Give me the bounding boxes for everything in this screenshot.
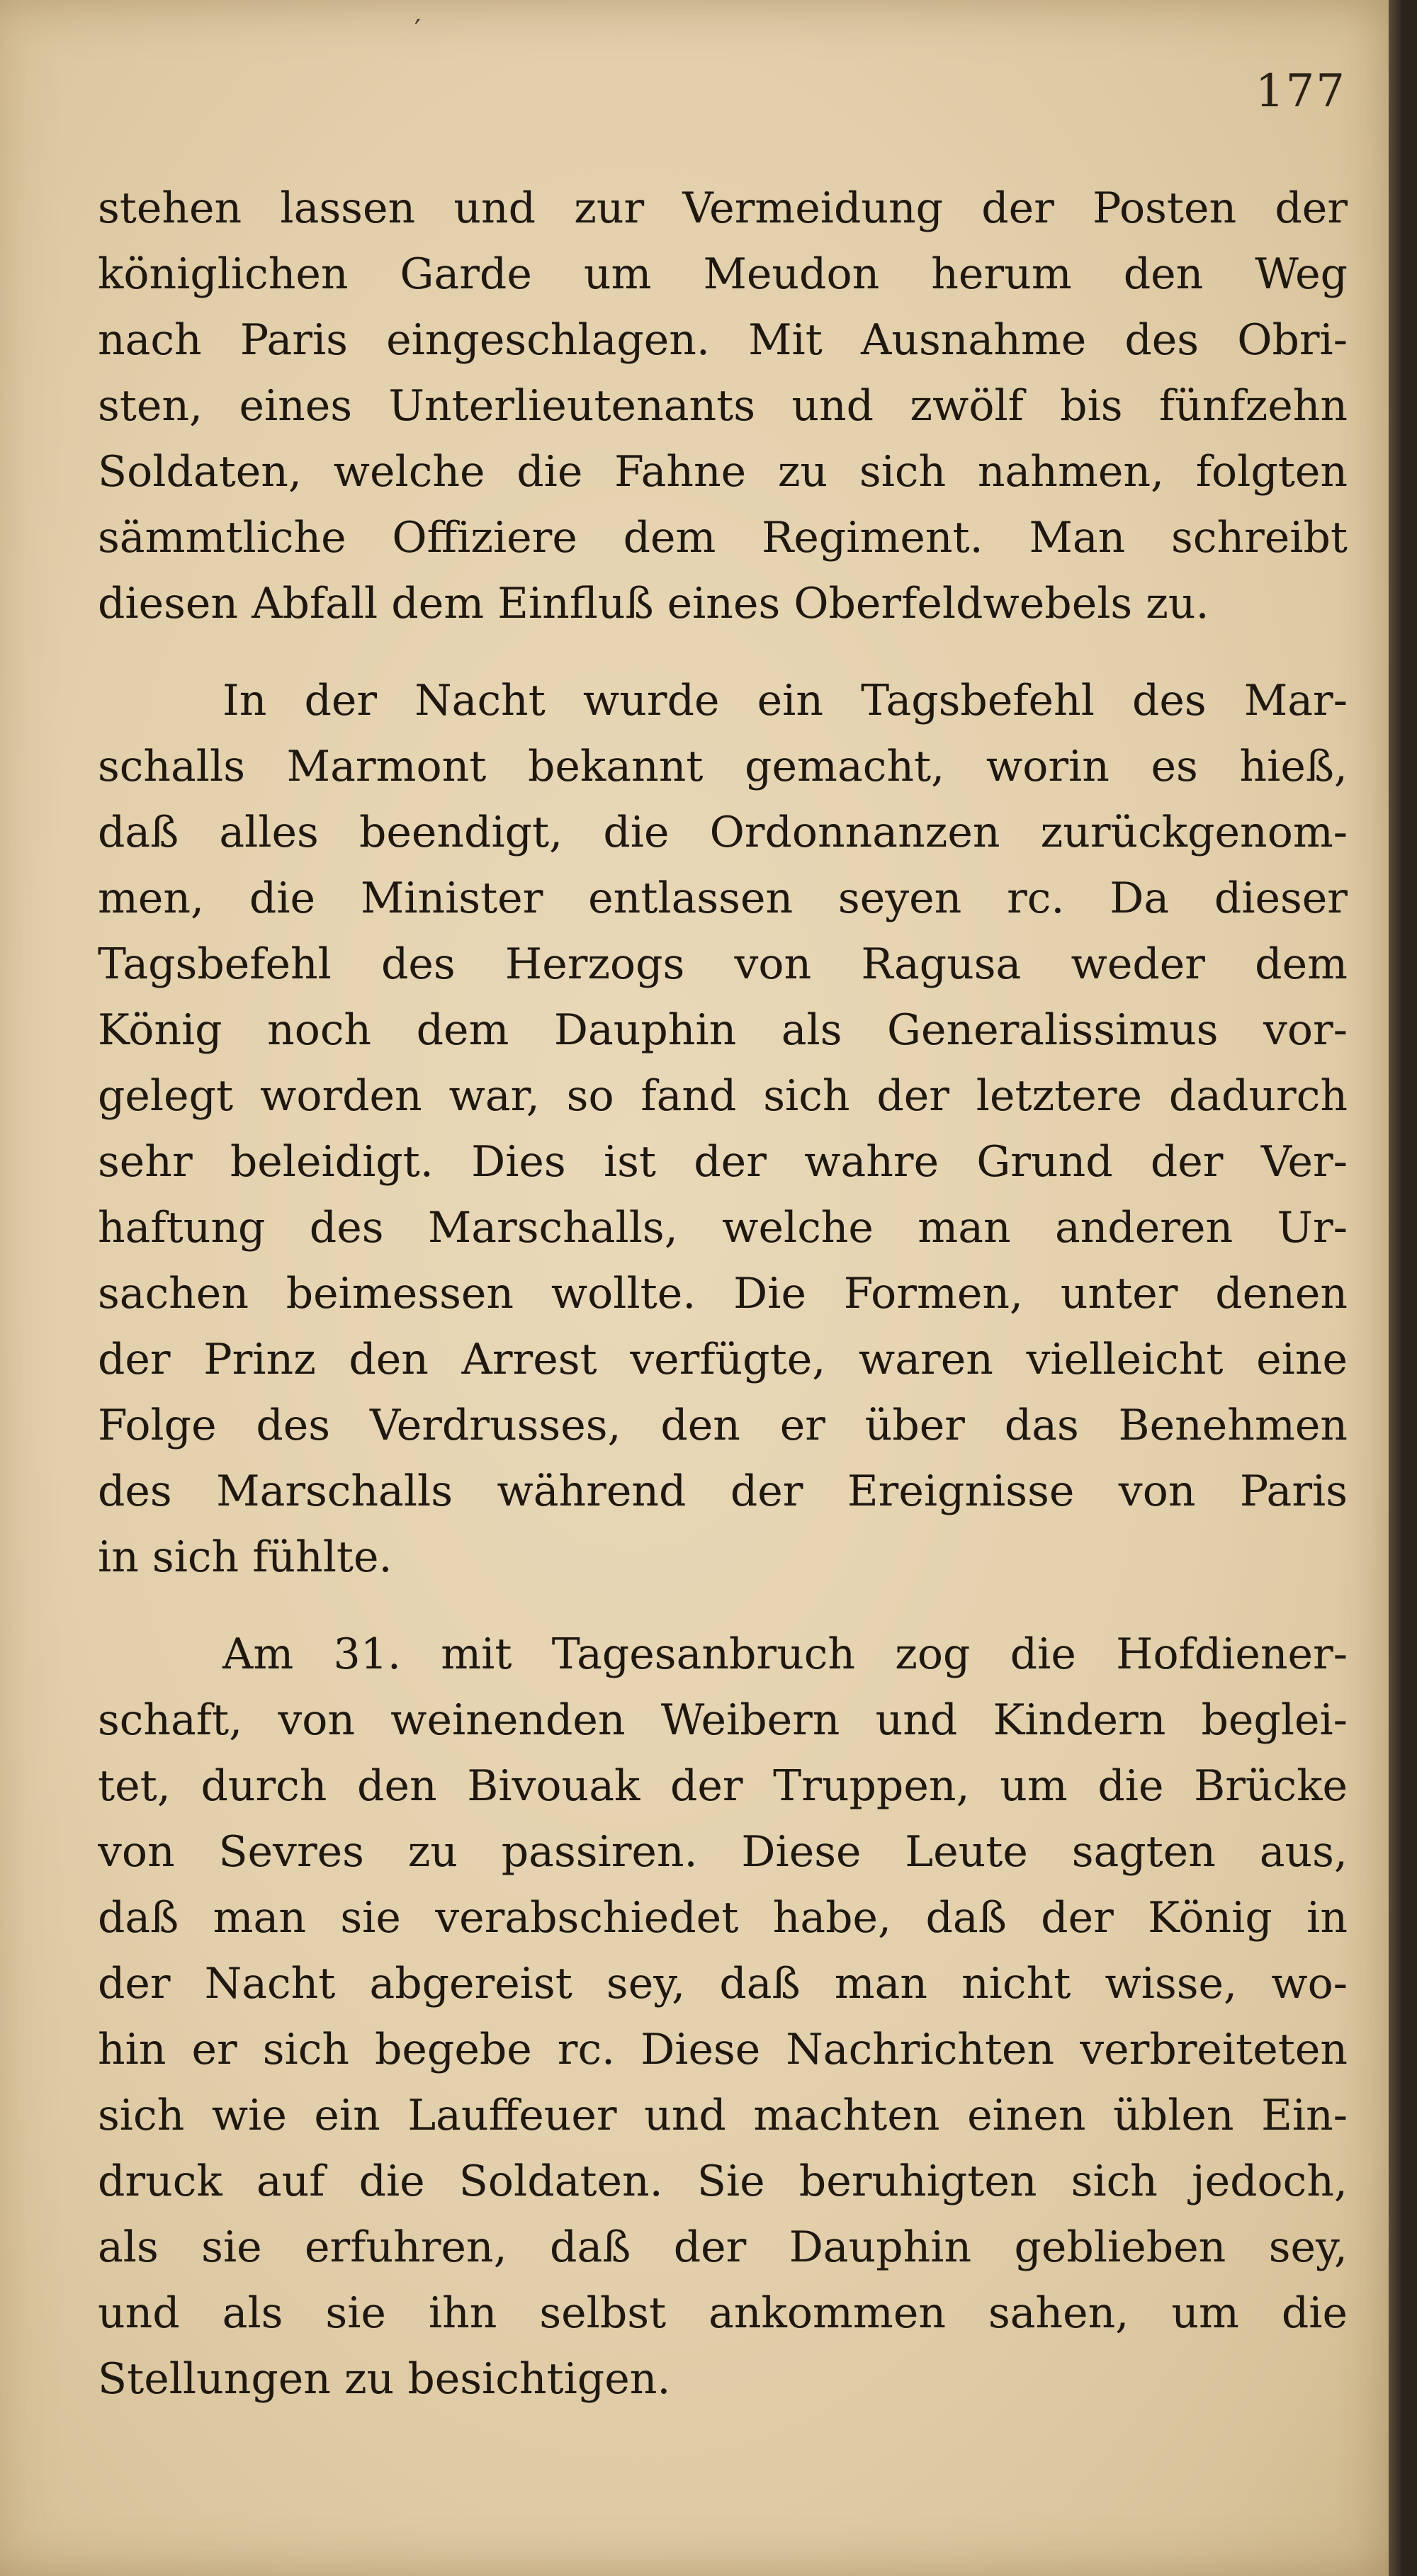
text-line: Am 31. mit Tagesanbruch zog die Hofdiener- [222, 1629, 1348, 1679]
text-line: haftung des Marschalls, welche man anderen Ur- [98, 1203, 1348, 1253]
text-line: der Nacht abgereist sey, daß man nicht wisse, wo- [98, 1959, 1348, 2009]
body-text [98, 176, 1348, 2412]
text-line: In der Nacht wurde ein Tagsbefehl des Mar- [222, 676, 1348, 725]
text-line: von Sevres zu passiren. Diese Leute sagten aus, [98, 1827, 1348, 1877]
text-line: sich wie ein Lauffeuer und machten einen üblen Ein- [98, 2091, 1348, 2140]
text-line: gelegt worden war, so fand sich der letztere dadurch [98, 1071, 1348, 1121]
page-edge [1389, 0, 1403, 2576]
text-line: schaft, von weinenden Weibern und Kindern beglei- [98, 1695, 1348, 1745]
text-line: der Prinz den Arrest verfügte, waren vielleicht eine [98, 1335, 1348, 1384]
text-line: stehen lassen und zur Vermeidung der Posten der [98, 183, 1348, 233]
text-line: königlichen Garde um Meudon herum den Weg [98, 249, 1348, 299]
text-line: daß man sie verabschiedet habe, daß der König in [98, 1893, 1348, 1943]
text-line: men, die Minister entlassen seyen rc. Da dieser [98, 874, 1348, 923]
text-line: Tagsbefehl des Herzogs von Ragusa weder dem [98, 939, 1348, 989]
text-line: und als sie ihn selbst ankommen sahen, um die [98, 2288, 1348, 2338]
text-line: sten, eines Unterlieutenants und zwölf bis fünfzehn [98, 381, 1348, 431]
text-line: tet, durch den Bivouak der Truppen, um die Brücke [98, 1761, 1348, 1811]
page-number: 177 [1255, 65, 1346, 118]
text-line: sehr beleidigt. Dies ist der wahre Grund der Ver- [98, 1137, 1348, 1187]
text-line: schalls Marmont bekannt gemacht, worin es hieß, [98, 742, 1348, 791]
text-line: sämmtliche Offiziere dem Regiment. Man schreibt [98, 513, 1348, 563]
text-line: Folge des Verdrusses, den er über das Benehmen [98, 1401, 1348, 1450]
text-line: Stellungen zu besichtigen. [98, 2354, 671, 2404]
text-line: des Marschalls während der Ereignisse von Paris [98, 1467, 1348, 1516]
text-line: daß alles beendigt, die Ordonnanzen zurückgenom- [98, 808, 1348, 857]
stray-mark: ′ [414, 14, 422, 47]
text-line: diesen Abfall dem Einfluß eines Oberfeldwebels zu. [98, 579, 1209, 628]
text-line: nach Paris eingeschlagen. Mit Ausnahme des Obri- [98, 315, 1348, 365]
text-line: in sich fühlte. [98, 1532, 393, 1582]
paragraph [98, 176, 1348, 637]
text-line: als sie erfuhren, daß der Dauphin geblieben sey, [98, 2222, 1348, 2272]
text-line: hin er sich begebe rc. Diese Nachrichten verbreiteten [98, 2025, 1348, 2074]
text-line: sachen beimessen wollte. Die Formen, unter denen [98, 1269, 1348, 1318]
paragraph [98, 1622, 1348, 2412]
paragraph-gap [98, 1591, 1348, 1622]
paragraph [98, 668, 1348, 1591]
text-line: König noch dem Dauphin als Generalissimus vor- [98, 1005, 1348, 1055]
paragraph-gap [98, 637, 1348, 668]
text-line: druck auf die Soldaten. Sie beruhigten sich jedoch, [98, 2157, 1348, 2206]
text-line: Soldaten, welche die Fahne zu sich nahmen, folgten [98, 447, 1348, 497]
